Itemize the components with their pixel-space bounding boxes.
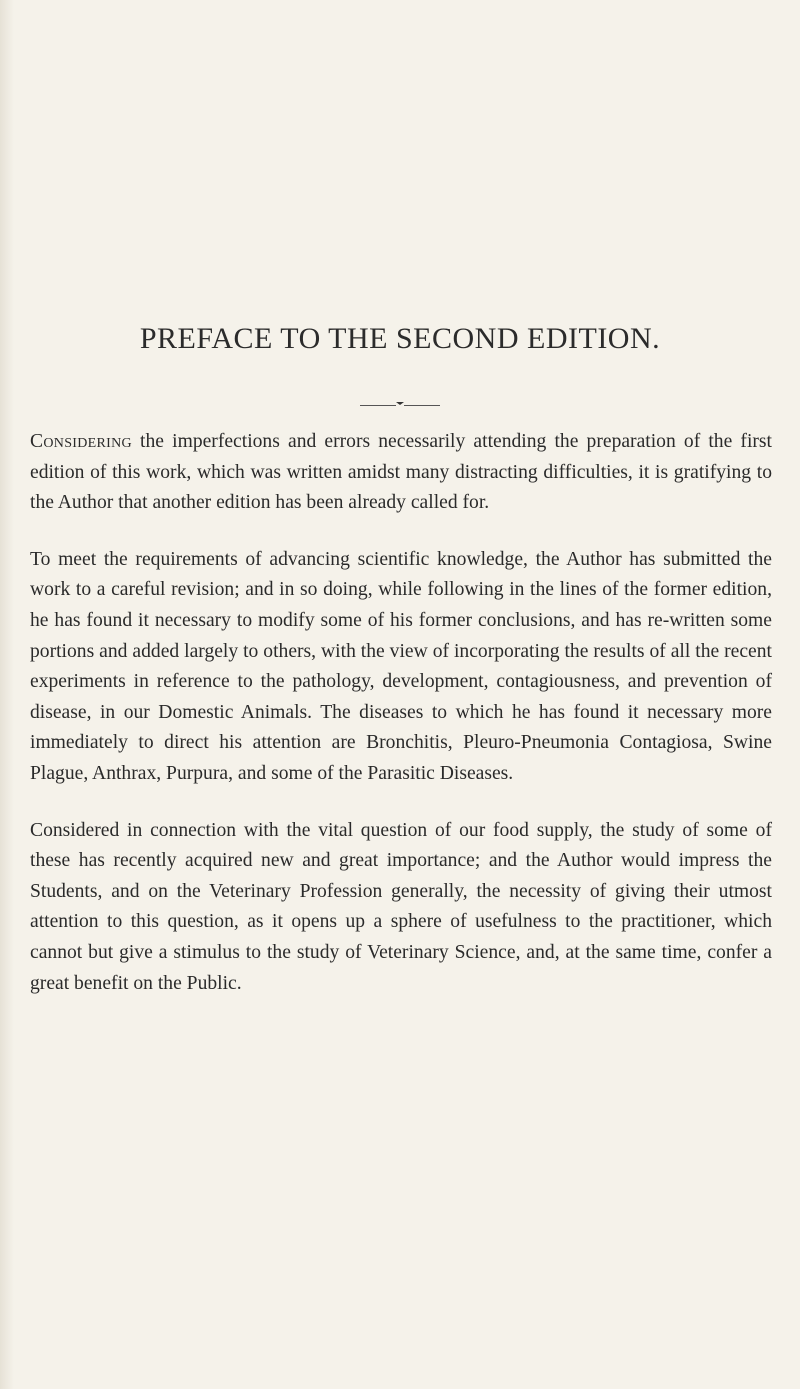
preface-body	[30, 427, 772, 1025]
paragraph-lead-word: Considering	[30, 431, 132, 452]
divider-line-left	[360, 405, 396, 406]
paragraph-text: Considered in connection with the vital question of our food supply, the study of some of these has recently acquired new and great importance; and the Author would impress the Students, and on the Veterinary Profession generally, the necessity of giving their utmost attention to this question, as it opens up a sphere of usefulness to the practitioner, which cannot but give a stimulus to the study of Veterinary Science, and, at the same time, confer a great benefit on the Public.	[30, 819, 772, 994]
page-title: PREFACE TO THE SECOND EDITION.	[139, 322, 661, 355]
title-divider-ornament	[360, 402, 440, 410]
paragraph-2	[30, 545, 772, 790]
paragraph-3	[30, 816, 772, 1000]
page-binding-edge	[0, 0, 14, 1389]
divider-line-right	[404, 405, 440, 406]
paragraph-1	[30, 427, 772, 519]
divider-diamond-icon	[396, 402, 404, 405]
paragraph-text: To meet the requirements of advancing scientific knowledge, the Author has submitted the work to a careful revision; and in so doing, while following in the lines of the former edition, he has found it necessary to modify some of his former conclusions, and has re-written some portions and added largely to others, with the view of incorporating the results of all the recent experiments in reference to the pathology, development, contagiousness, and prevention of disease, in our Domestic Animals. The diseases to which he has found it necessary more immediately to direct his attention are Bronchitis, Pleuro-Pneumonia Contagiosa, Swine Plague, Anthrax, Purpura, and some of the Parasitic Diseases.	[30, 548, 772, 784]
paragraph-text: the imperfections and errors necessarily attending the preparation of the first edition of this work, which was written amidst many distracting difficulties, it is gratifying to the Author that another edition has been already called for.	[30, 431, 772, 514]
